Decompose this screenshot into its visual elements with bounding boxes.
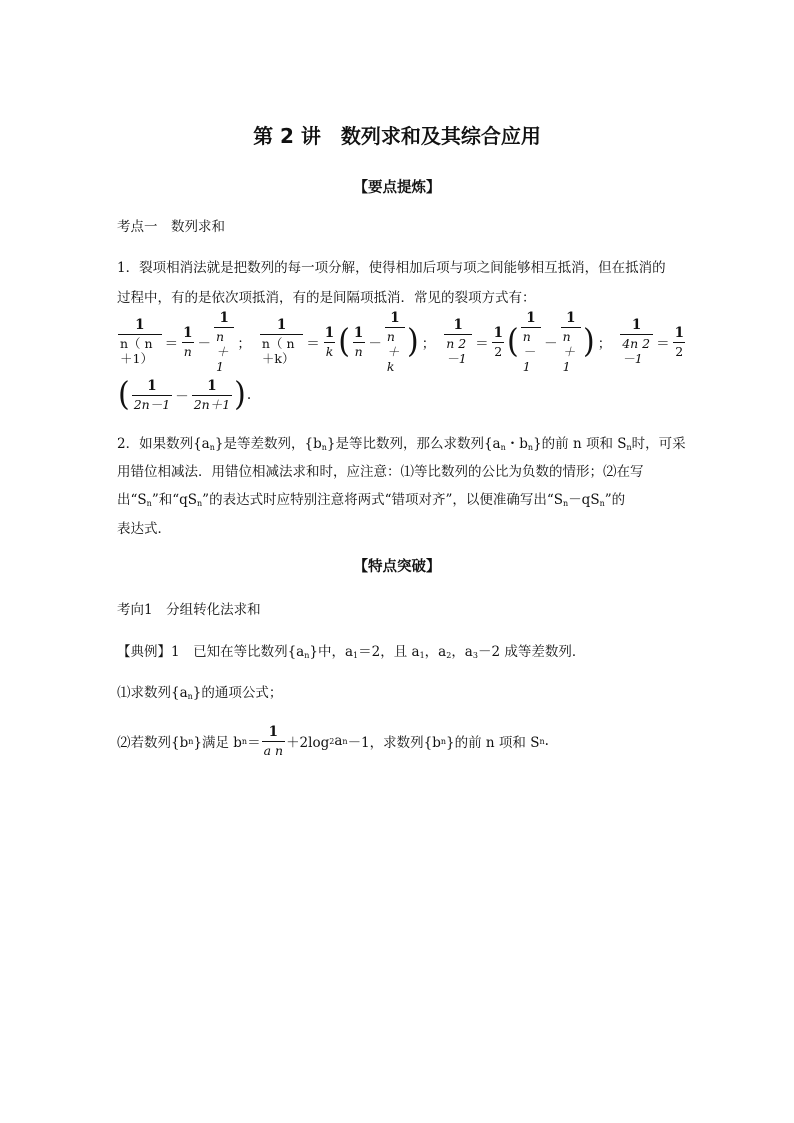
fraction: $\frac{1}{2}$ <box>674 324 684 359</box>
paragraph-2-line-2: 用错位相减法．用错位相减法求和时，应注意：⑴等比数列的公比为负数的情形；⑵在写 <box>117 464 644 480</box>
subtopic-heading: 考向1 分组转化法求和 <box>117 602 261 618</box>
question-2: ⑵若数列{b n }满足 b n ＝ $\frac{1}{\text{a n}}$ ＋2log 2 a n －1，求数列{b n }的前 n 项和 S n . <box>117 723 549 758</box>
fraction: $\frac{1}{2n+1}$ <box>193 377 231 412</box>
fraction: $\frac{1}{n( n+k)}$ <box>260 318 303 366</box>
fraction: $\frac{1}{n-1}$ <box>521 311 541 374</box>
example-problem: 【典例】1 已知在等比数列$\{a_n\}$中，$a_1=2$，且 $a_1$，$a_2$，$a_3-2$ 成等差数列． <box>117 644 586 660</box>
formula-row-1: $\frac{1}{n( n+1)}$ ＝ $\frac{1}{n}$ － $\frac{1}{n+1}$ ； $\frac{1}{n( n+k)}$ ＝ $\frac{1}{k}$ ( $\frac{1}{n}$ － $\frac{1}{n+k}$ ) ； $\frac{1}{n 2-1}$ ＝ $\frac{1}{2}$ ( $\frac{1}{n-1}$ － $\frac{1}{n+1}$ ) ； $\frac{1}{4n 2-1}$ ＝ $\frac{1}{2}$ <box>120 309 684 374</box>
question-1: ⑴求数列$\{a_n\}$的通项公式； <box>117 685 283 701</box>
formula-row-2: ( $\frac{1}{2n-1}$ － $\frac{1}{2n+1}$ ) . <box>118 375 252 414</box>
fraction: $\frac{1}{2n-1}$ <box>133 377 171 412</box>
paragraph-2-line-1: 2．如果数列$\{a_n\}$是等差数列，$\{b_n\}$是等比数列，那么求数列{$a_n$・$b_n$}的前 n 项和 $S_n$时，可采 <box>117 436 686 452</box>
fraction: $\frac{1}{n( n+1)}$ <box>118 318 162 366</box>
fraction: $\frac{1}{n+1}$ <box>561 311 581 374</box>
paragraph-2-line-4: 表达式． <box>117 521 171 537</box>
paragraph-1-line-2: 过程中，有的是依次项抵消，有的是间隔项抵消．常见的裂项方式有： <box>117 290 536 306</box>
paragraph-2-line-3: 出“$S_n$”和“$qS_n$”的表达式时应特别注意将两式“错项对齐”，以便准确写出“$S_n-qS_n$”的 <box>117 492 626 508</box>
fraction: $\frac{1}{4n 2-1}$ <box>620 318 653 366</box>
fraction: $\frac{1}{n+1}$ <box>214 311 234 374</box>
paragraph-1-line-1: 1．裂项相消法就是把数列的每一项分解，使得相加后项与项之间能够相互抵消，但在抵消的 <box>117 260 666 276</box>
section-heading-breakthroughs: 【特点突破】 <box>353 559 441 575</box>
fraction: $\frac{1}{n 2-1}$ <box>444 318 472 366</box>
fraction: $\frac{1}{n}$ <box>353 324 364 359</box>
page-title: 第 2 讲 数列求和及其综合应用 <box>253 124 541 148</box>
fraction: $\frac{1}{n}$ <box>183 324 193 359</box>
section-heading-key-points: 【要点提炼】 <box>353 180 441 196</box>
topic-heading: 考点一 数列求和 <box>117 219 225 235</box>
fraction: $\frac{1}{2}$ <box>493 324 503 359</box>
fraction: $\frac{1}{k}$ <box>324 324 335 359</box>
fraction: $\frac{1}{n+k}$ <box>385 311 405 374</box>
fraction: $\frac{1}{\text{a n}}$ <box>263 723 284 758</box>
